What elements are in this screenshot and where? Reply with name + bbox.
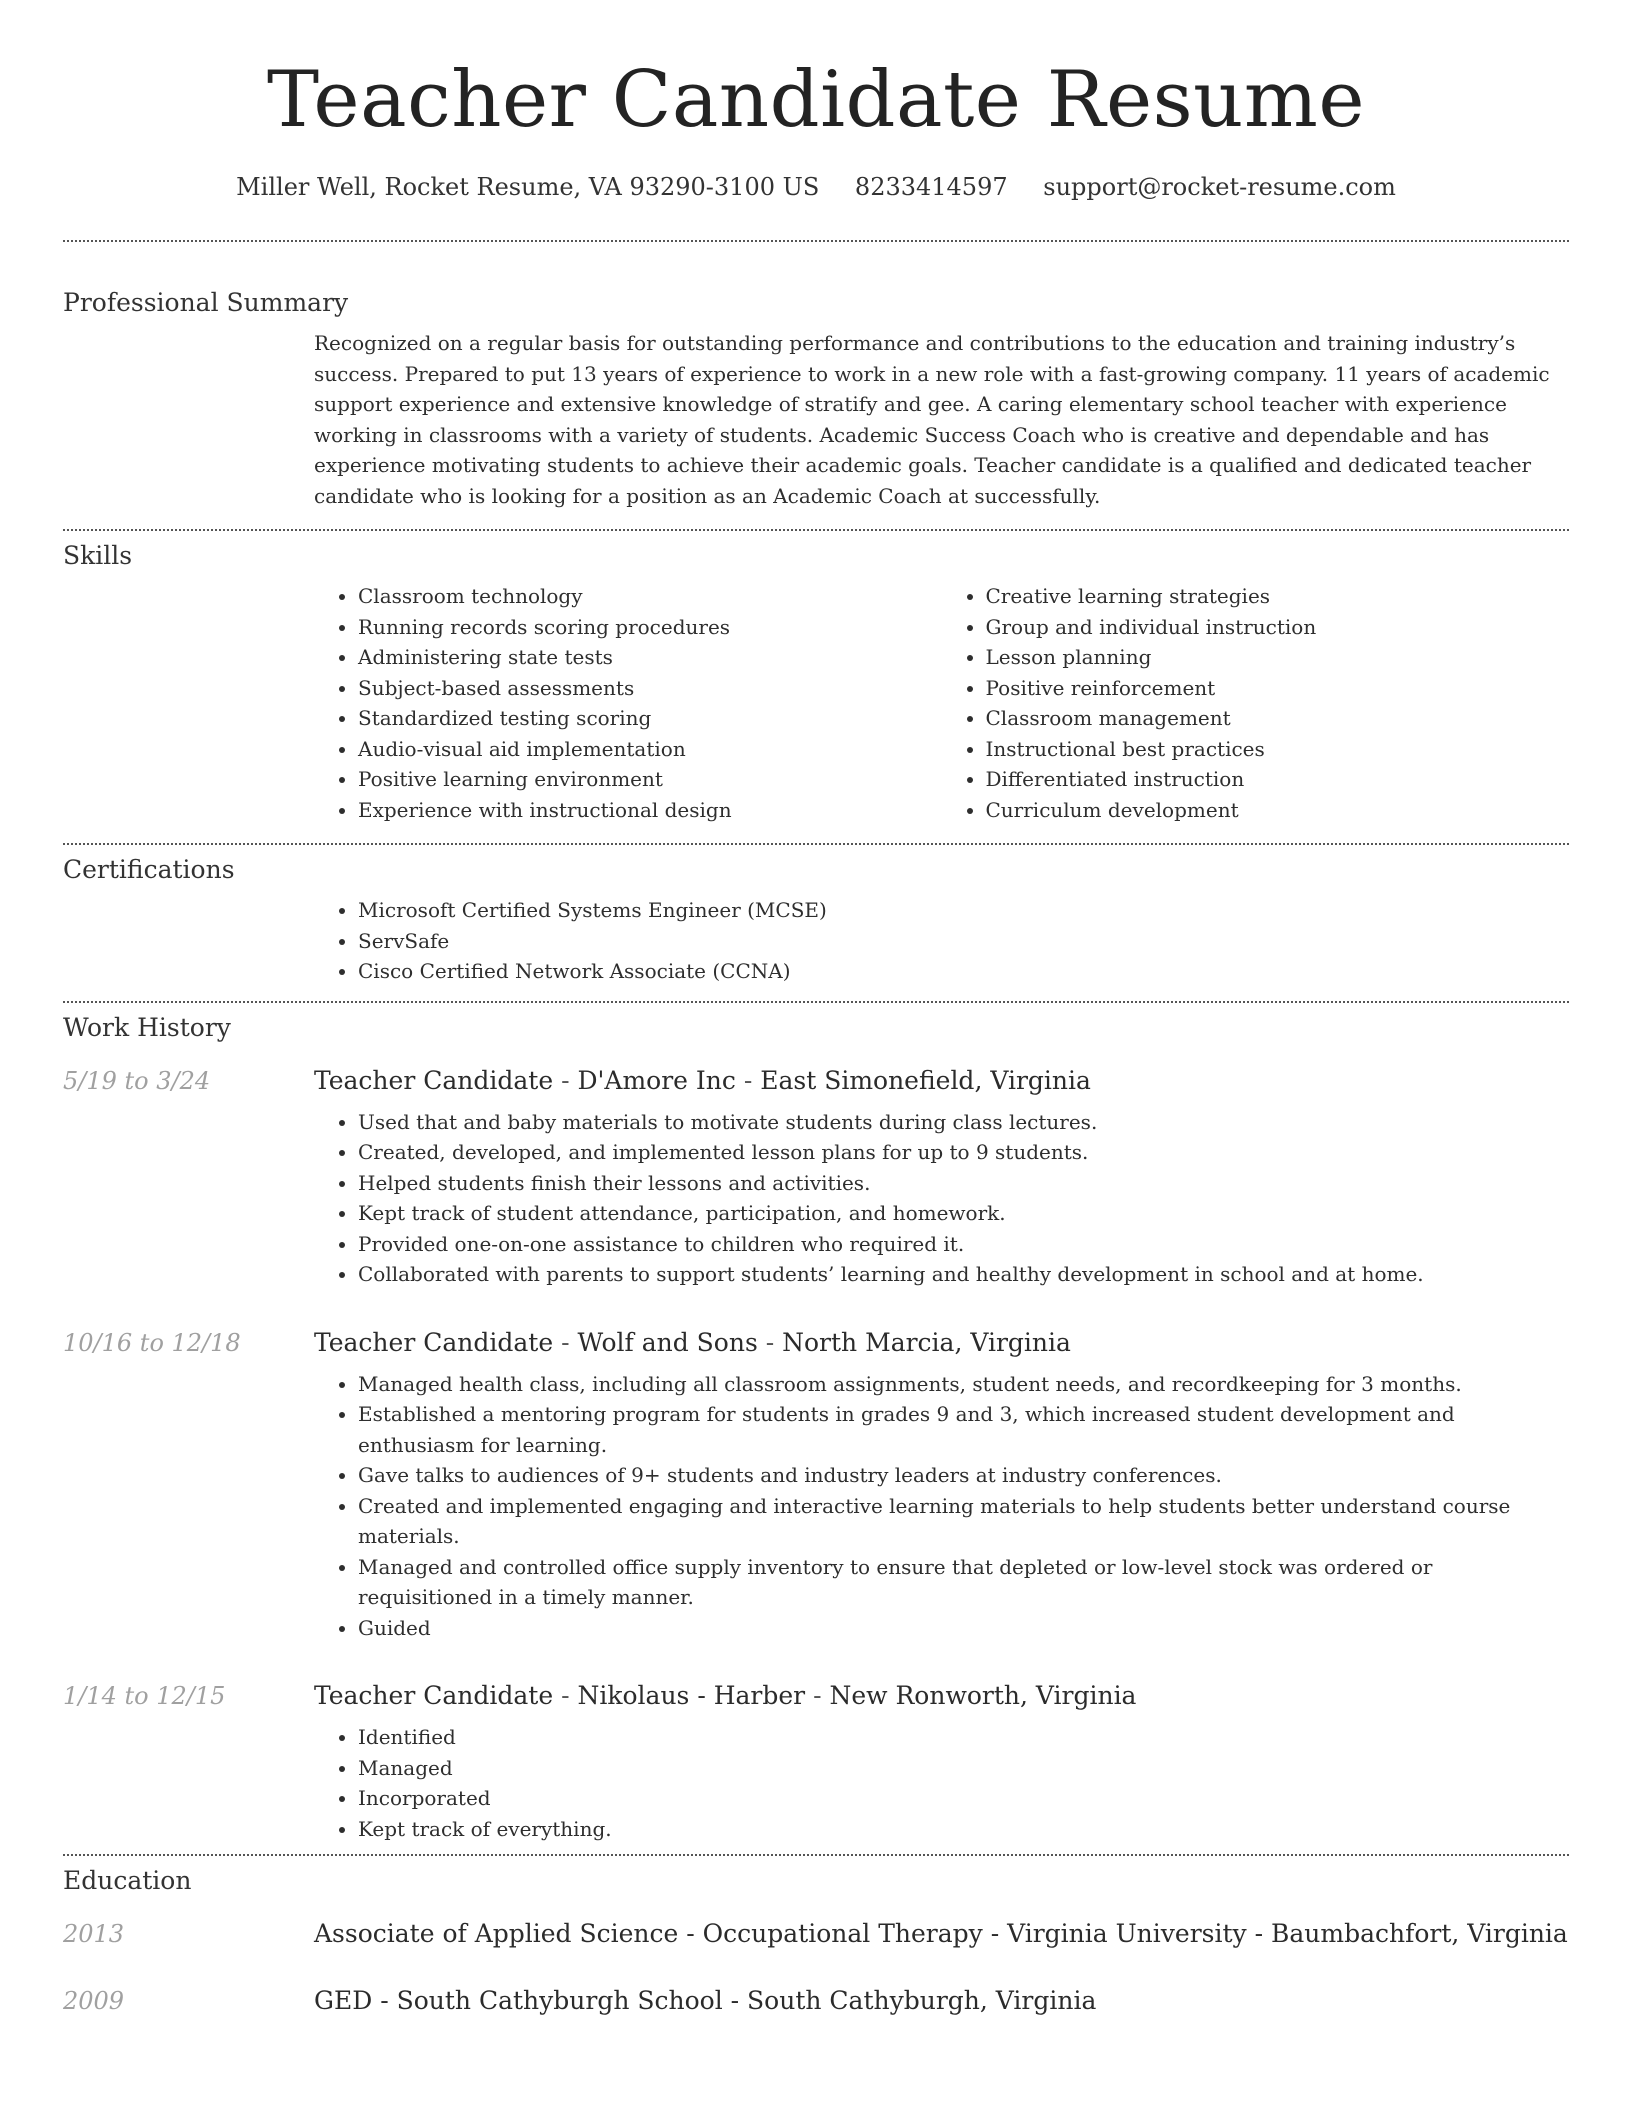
list-item: • Lesson planning <box>986 642 1570 673</box>
job-title: Teacher Candidate - Nikolaus - Harber - New Ronworth, Virginia <box>314 1681 1137 1710</box>
education-row <box>63 1986 1569 2015</box>
list-item: • Cisco Certified Network Associate (CCNA) <box>358 956 1569 987</box>
education-degree: GED - South Cathyburgh School - South Cathyburgh, Virginia <box>314 1986 1097 2015</box>
contact-phone: 8233414597 <box>854 173 1008 201</box>
skills-list-right <box>942 581 1570 825</box>
job-bullets <box>314 1369 1569 1644</box>
list-item: • Managed health class, including all classroom assignments, student needs, and recordkeeping for 3 months. <box>358 1369 1569 1400</box>
job-details <box>314 1722 1569 1844</box>
education-year: 2009 <box>63 1987 125 2015</box>
job-details <box>314 1369 1569 1644</box>
job-entry <box>63 1066 1569 1290</box>
section-work-history <box>63 1001 1569 1855</box>
skills-list-left <box>314 581 942 825</box>
section-title-work: Work History <box>63 1012 231 1042</box>
section-skills <box>63 529 1569 843</box>
list-item: • Subject-based assessments <box>358 673 942 704</box>
list-item: • Curriculum development <box>986 795 1570 826</box>
section-summary <box>63 240 1569 529</box>
job-details <box>314 1107 1569 1290</box>
list-item: • Differentiated instruction <box>986 764 1570 795</box>
job-location: North Marcia, Virginia <box>782 1327 1071 1357</box>
list-item: • Classroom management <box>986 703 1570 734</box>
section-title-skills: Skills <box>63 541 133 570</box>
section-title-education: Education <box>63 1866 192 1895</box>
section-title-certifications: Certifications <box>63 855 235 884</box>
summary-content <box>314 328 1569 511</box>
education-entry <box>63 1986 1569 2015</box>
job-role: Teacher Candidate <box>314 1327 554 1357</box>
list-item: • Provided one-on-one assistance to children who required it. <box>358 1229 1569 1260</box>
skills-columns <box>314 581 1569 825</box>
list-item: • Positive learning environment <box>358 764 942 795</box>
job-dates: 1/14 to 12/15 <box>63 1682 226 1710</box>
list-item: • Collaborated with parents to support students’ learning and healthy development in school and at home. <box>358 1259 1569 1290</box>
job-title: Teacher Candidate - Wolf and Sons - North Marcia, Virginia <box>314 1327 1071 1357</box>
list-item: • Group and individual instruction <box>986 612 1570 643</box>
contact-address: Miller Well, Rocket Resume, VA 93290-3100 US <box>236 173 820 201</box>
list-item: • Created and implemented engaging and interactive learning materials to help students better understand course materials. <box>358 1491 1569 1552</box>
list-item: • Used that and baby materials to motivate students during class lectures. <box>358 1107 1569 1138</box>
education-degree: Associate of Applied Science - Occupational Therapy - Virginia University - Baumbachfort, Virginia <box>314 1919 1568 1948</box>
list-item: • Created, developed, and implemented lesson plans for up to 9 students. <box>358 1137 1569 1168</box>
job-bullets <box>314 1107 1569 1290</box>
job-title: Teacher Candidate - D'Amore Inc - East Simonefield, Virginia <box>314 1065 1091 1095</box>
list-item: • Creative learning strategies <box>986 581 1570 612</box>
list-item: • Instructional best practices <box>986 734 1570 765</box>
list-item: • Guided <box>358 1613 1569 1644</box>
contact-email: support@rocket-resume.com <box>1043 173 1396 201</box>
certifications-list <box>314 895 1569 987</box>
list-item: • Established a mentoring program for students in grades 9 and 3, which increased student development and enthusiasm for learning. <box>358 1399 1569 1460</box>
section-certifications <box>63 843 1569 1001</box>
job-dates: 10/16 to 12/18 <box>63 1328 241 1357</box>
education-year: 2013 <box>63 1920 125 1948</box>
job-role: Teacher Candidate <box>314 1681 554 1710</box>
list-item: • Managed <box>358 1753 1569 1784</box>
list-item: • Kept track of everything. <box>358 1814 1569 1845</box>
list-item: • Incorporated <box>358 1783 1569 1814</box>
list-item: • Experience with instructional design <box>358 795 942 826</box>
list-item: • Kept track of student attendance, participation, and homework. <box>358 1198 1569 1229</box>
list-item: • ServSafe <box>358 926 1569 957</box>
job-bullets <box>314 1722 1569 1844</box>
section-education <box>63 1854 1569 2015</box>
education-entry <box>63 1919 1569 1948</box>
contact-line <box>0 172 1632 202</box>
summary-text: Recognized on a regular basis for outstanding performance and contributions to the education and training industry’s success. Prepared to put 13 years of experience to work in a new role with a fast-growing company. 11 years of academic support experience and extensive knowledge of stratify and gee. A caring elementary school teacher with experience working in classrooms with a variety of students. Academic Success Coach who is creative and dependable and has experience motivating students to achieve their academic goals. Teacher candidate is a qualified and dedicated teacher candidate who is looking for a position as an Academic Coach at successfully. <box>314 331 1550 508</box>
list-item: • Administering state tests <box>358 642 942 673</box>
list-item: • Positive reinforcement <box>986 673 1570 704</box>
job-header <box>63 1328 1569 1357</box>
job-company: D'Amore Inc <box>577 1065 736 1095</box>
list-item: • Audio-visual aid implementation <box>358 734 942 765</box>
certifications-content <box>314 895 1569 987</box>
job-dates: 5/19 to 3/24 <box>63 1066 211 1095</box>
list-item: • Gave talks to audiences of 9+ students and industry leaders at industry conferences. <box>358 1460 1569 1491</box>
list-item: • Microsoft Certified Systems Engineer (MCSE) <box>358 895 1569 926</box>
resume-header <box>0 0 1632 202</box>
list-item: • Helped students finish their lessons and activities. <box>358 1168 1569 1199</box>
list-item: • Classroom technology <box>358 581 942 612</box>
job-header <box>63 1681 1569 1710</box>
job-role: Teacher Candidate <box>314 1065 554 1095</box>
job-company: Nikolaus - Harber <box>577 1681 806 1710</box>
job-location: East Simonefield, Virginia <box>760 1065 1091 1095</box>
section-title-summary: Professional Summary <box>63 288 349 317</box>
job-header <box>63 1066 1569 1095</box>
list-item: • Standardized testing scoring <box>358 703 942 734</box>
page-title: Teacher Candidate Resume <box>266 55 1366 145</box>
list-item: • Identified <box>358 1722 1569 1753</box>
job-location: New Ronworth, Virginia <box>829 1681 1137 1710</box>
job-company: Wolf and Sons <box>577 1327 758 1357</box>
job-entry <box>63 1328 1569 1644</box>
job-entry <box>63 1681 1569 1844</box>
education-row <box>63 1919 1569 1948</box>
list-item: • Managed and controlled office supply inventory to ensure that depleted or low-level stock was ordered or requisitioned in a timely manner. <box>358 1552 1569 1613</box>
list-item: • Running records scoring procedures <box>358 612 942 643</box>
